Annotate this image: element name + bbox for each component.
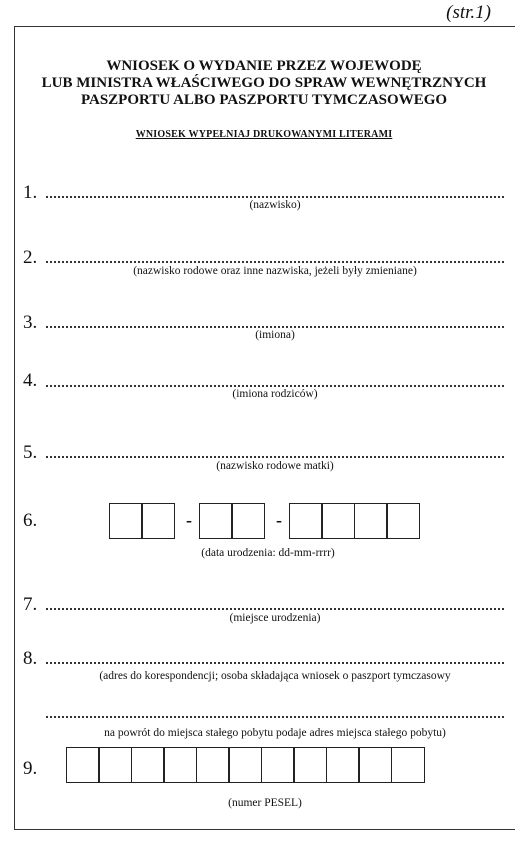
- field-2-maiden-name-line[interactable]: [46, 261, 504, 263]
- birth-year-digit-4[interactable]: [386, 503, 420, 539]
- field-7-birthplace-line[interactable]: [46, 608, 504, 610]
- birth-day-digit-2[interactable]: [141, 503, 175, 539]
- field-1-surname-line[interactable]: [46, 196, 504, 198]
- field-9-caption: (numer PESEL): [228, 797, 302, 809]
- birth-year-digit-3[interactable]: [354, 503, 388, 539]
- pesel-digit-7[interactable]: [261, 747, 295, 783]
- field-5-mother-maiden-name-line[interactable]: [46, 456, 504, 458]
- field-8-caption-1: (adres do korespondencji; osoba składająca wniosek o paszport tymczasowy: [99, 670, 451, 682]
- field-9-number: 9.: [23, 758, 38, 779]
- birth-year-digit-1[interactable]: [289, 503, 323, 539]
- field-7-caption: (miejsce urodzenia): [229, 612, 321, 624]
- form-subtitle: WNIOSEK WYPEŁNIAJ DRUKOWANYMI LITERAMI: [135, 129, 393, 140]
- form-title-line-2: LUB MINISTRA WŁAŚCIWEGO DO SPRAW WEWNĘTRZNYCH: [41, 75, 487, 91]
- form-title-line-1: WNIOSEK O WYDANIE PRZEZ WOJEWODĘ: [106, 58, 422, 74]
- pesel-digit-2[interactable]: [98, 747, 132, 783]
- field-2-caption: (nazwisko rodowe oraz inne nazwiska, jeżeli były zmieniane): [133, 265, 417, 277]
- birth-month-digit-2[interactable]: [231, 503, 265, 539]
- pesel-digit-8[interactable]: [293, 747, 327, 783]
- pesel-digit-6[interactable]: [228, 747, 262, 783]
- pesel-digit-4[interactable]: [163, 747, 197, 783]
- field-1-caption: (nazwisko): [249, 199, 301, 211]
- field-4-parents-names-line[interactable]: [46, 385, 504, 387]
- birth-year-digit-2[interactable]: [321, 503, 355, 539]
- pesel-boxes: [67, 747, 425, 783]
- field-7-number: 7.: [23, 594, 38, 615]
- birth-day-boxes: [110, 503, 175, 539]
- field-6-number: 6.: [23, 510, 38, 531]
- field-5-number: 5.: [23, 442, 38, 463]
- field-1-number: 1.: [23, 182, 38, 203]
- birth-year-boxes: [290, 503, 420, 539]
- field-8-number: 8.: [23, 648, 38, 669]
- form-frame: [14, 26, 515, 830]
- pesel-digit-1[interactable]: [66, 747, 100, 783]
- form-title-line-3: PASZPORTU ALBO PASZPORTU TYMCZASOWEGO: [80, 92, 448, 108]
- date-separator-2: -: [276, 510, 282, 530]
- pesel-digit-11[interactable]: [391, 747, 425, 783]
- field-8-address-line-2[interactable]: [46, 716, 504, 718]
- field-8-caption-2: na powrót do miejsca stałego pobytu podaje adres miejsca stałego pobytu): [104, 727, 446, 739]
- birth-month-digit-1[interactable]: [199, 503, 233, 539]
- pesel-digit-9[interactable]: [326, 747, 360, 783]
- field-5-caption: (nazwisko rodowe matki): [216, 460, 334, 472]
- field-2-number: 2.: [23, 247, 38, 268]
- page-number: (str.1): [446, 2, 491, 23]
- field-6-caption: (data urodzenia: dd-mm-rrrr): [201, 547, 335, 559]
- field-4-number: 4.: [23, 370, 38, 391]
- field-3-number: 3.: [23, 312, 38, 333]
- birth-day-digit-1[interactable]: [109, 503, 143, 539]
- pesel-digit-10[interactable]: [358, 747, 392, 783]
- pesel-digit-5[interactable]: [196, 747, 230, 783]
- field-4-caption: (imiona rodziców): [232, 388, 318, 400]
- birth-month-boxes: [200, 503, 265, 539]
- pesel-digit-3[interactable]: [131, 747, 165, 783]
- field-3-caption: (imiona): [255, 329, 295, 341]
- field-3-first-names-line[interactable]: [46, 326, 504, 328]
- field-8-address-line-1[interactable]: [46, 662, 504, 664]
- date-separator-1: -: [186, 510, 192, 530]
